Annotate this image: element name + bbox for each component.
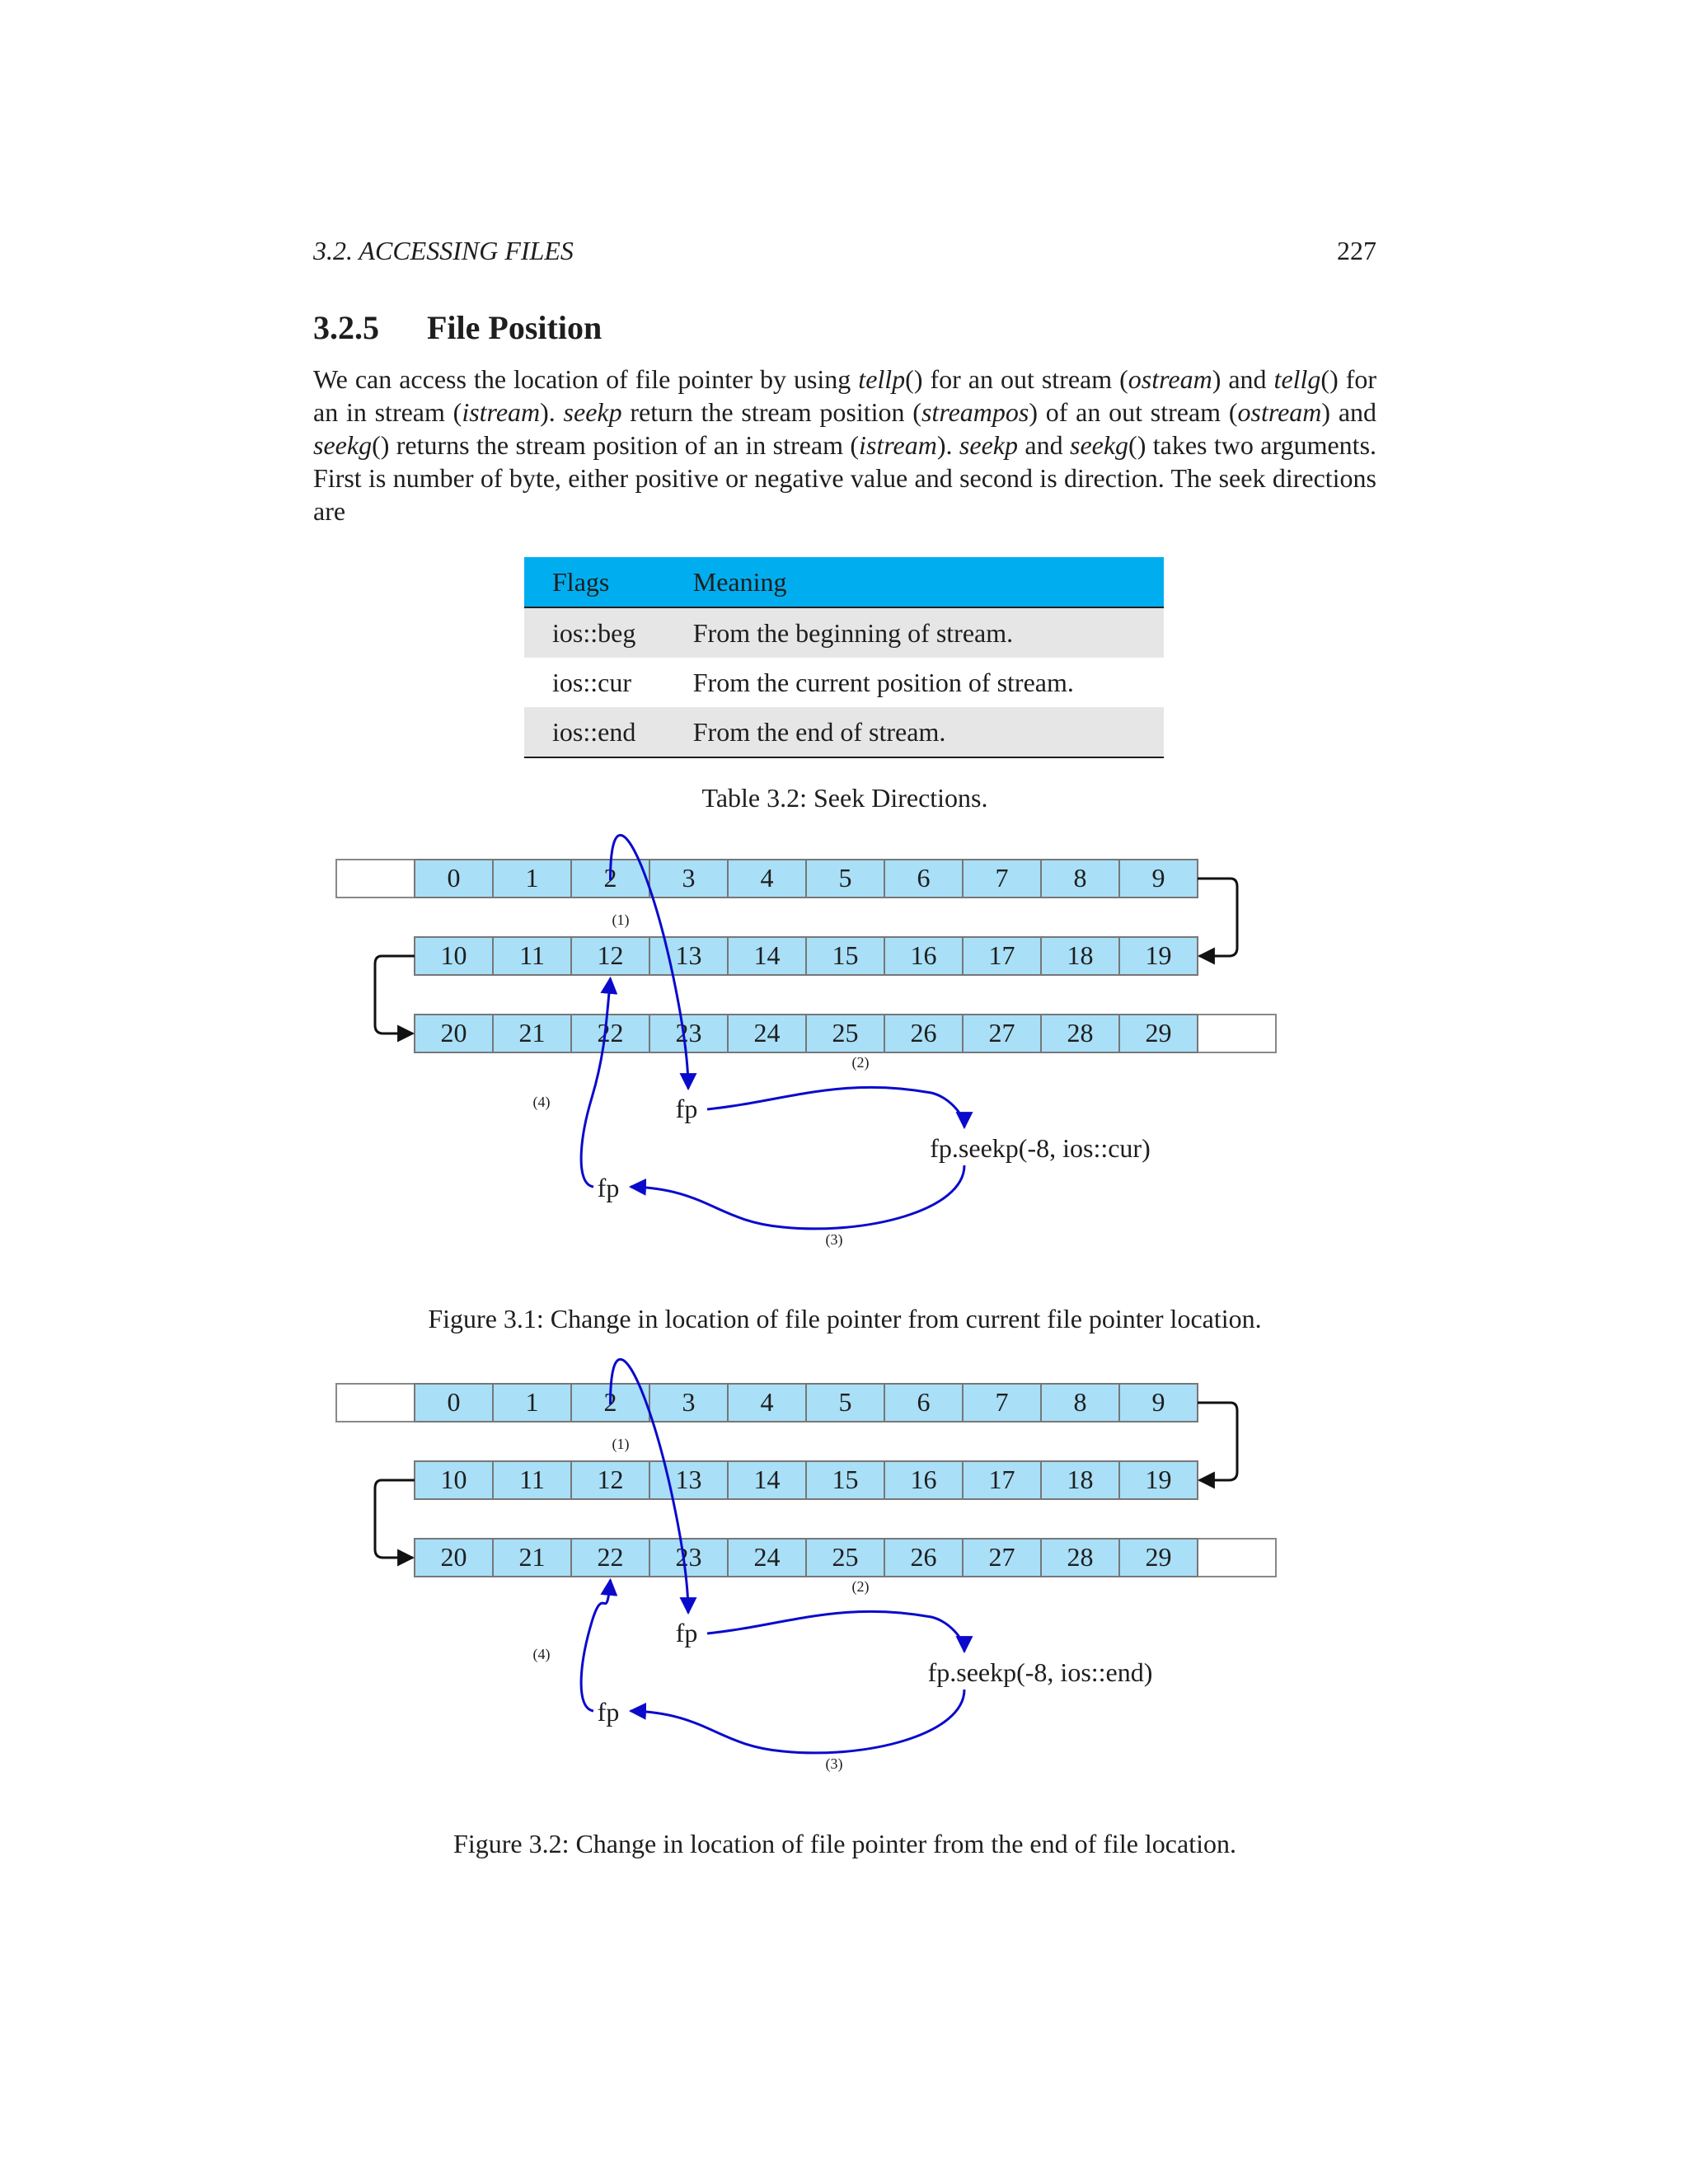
memory-diagram <box>330 1357 1302 1785</box>
paragraph-text: () returns the stream position of an in stream ( <box>372 430 860 460</box>
table-caption: Table 3.2: Seek Directions. <box>701 783 988 813</box>
step-label: (1) <box>612 912 630 928</box>
cell-label: 23 <box>675 1018 702 1047</box>
seek-directions-table <box>524 557 1164 758</box>
italic-term: seekp <box>563 397 622 427</box>
cell-label: 20 <box>440 1018 467 1047</box>
cell-label: 4 <box>760 1387 774 1417</box>
cell-label: 12 <box>597 940 624 970</box>
paragraph-text: () takes two arguments. First is number of byte, either positive or negative value and second is direction. The seek directions are <box>313 430 1377 526</box>
cell-label: 21 <box>518 1018 546 1047</box>
paragraph-text: and <box>1017 430 1070 460</box>
row-wrap-arrow <box>1198 879 1237 956</box>
cell-label: 0 <box>447 863 461 893</box>
cell-label: 16 <box>910 1465 937 1494</box>
paragraph-text: return the stream position ( <box>621 397 921 427</box>
cell-label: 1 <box>525 1387 539 1417</box>
cell-label: 24 <box>753 1018 781 1047</box>
pointer-arrow-3 <box>631 1165 964 1229</box>
paragraph-text: ) and <box>1321 397 1377 427</box>
cell-label: 29 <box>1145 1542 1172 1572</box>
figure-file-pointer-end <box>330 1357 1302 1785</box>
table-row <box>524 607 1164 658</box>
memory-diagram <box>330 832 1302 1261</box>
page-number: 227 <box>1337 236 1376 265</box>
cell-label: 19 <box>1145 940 1172 970</box>
pointer-arrow-4 <box>581 978 610 1187</box>
figure-caption: Figure 3.2: Change in location of file pointer from the end of file location. <box>453 1829 1236 1858</box>
pointer-arrow-3 <box>631 1690 964 1753</box>
row-wrap-arrow <box>1198 1403 1237 1480</box>
cell-label: 17 <box>988 940 1015 970</box>
cell-label: 15 <box>832 1465 859 1494</box>
italic-term: tellp <box>858 364 906 394</box>
fp-label: fp <box>675 1618 698 1647</box>
table-row <box>524 658 1164 707</box>
paragraph-text: ). <box>936 430 959 460</box>
cell-label: 11 <box>519 940 545 970</box>
cell-label: 28 <box>1067 1018 1094 1047</box>
cell-label: 23 <box>675 1542 702 1572</box>
cell-label: 21 <box>518 1542 546 1572</box>
pointer-arrow-2 <box>707 1087 964 1127</box>
cell-label: 27 <box>988 1018 1015 1047</box>
table-cell-meaning: From the end of stream. <box>660 707 1164 757</box>
paragraph-text: () for an in stream ( <box>313 364 1377 427</box>
italic-term: ostream <box>1128 364 1212 394</box>
empty-cell <box>336 860 415 898</box>
italic-term: seekg <box>313 430 373 460</box>
running-head-section: 3.2. ACCESSING FILES <box>313 236 574 265</box>
body-paragraph <box>313 363 1376 527</box>
step-label: (3) <box>825 1755 843 1772</box>
cell-label: 16 <box>910 940 937 970</box>
cell-label: 17 <box>988 1465 1015 1494</box>
cell-label: 27 <box>988 1542 1015 1572</box>
cell-label: 1 <box>525 863 539 893</box>
cell-label: 9 <box>1151 863 1165 893</box>
italic-term: istream <box>462 397 541 427</box>
cell-label: 25 <box>832 1018 859 1047</box>
cell-label: 8 <box>1073 863 1087 893</box>
pointer-arrow-2 <box>707 1611 964 1652</box>
cell-label: 12 <box>597 1465 624 1494</box>
table-cell-flag: ios::cur <box>552 667 631 697</box>
cell-label: 0 <box>447 1387 461 1417</box>
italic-term: streampos <box>921 397 1029 427</box>
cell-label: 7 <box>995 1387 1009 1417</box>
table-header-flags: Flags <box>524 557 660 607</box>
cell-label: 22 <box>597 1018 624 1047</box>
cell-label: 29 <box>1145 1018 1172 1047</box>
empty-cell <box>1198 1015 1276 1052</box>
cell-label: 2 <box>603 863 617 893</box>
italic-term: tellg <box>1273 364 1321 394</box>
section-number: 3.2.5 <box>313 309 379 346</box>
row-wrap-arrow <box>375 1480 415 1558</box>
paragraph-text: ) of an out stream ( <box>1029 397 1238 427</box>
cell-label: 10 <box>440 940 467 970</box>
row-wrap-arrow <box>375 956 415 1033</box>
cell-label: 24 <box>753 1542 781 1572</box>
section-heading: File Position <box>427 309 603 346</box>
step-label: (1) <box>612 1436 630 1452</box>
table-cell-meaning: From the current position of stream. <box>692 667 1074 697</box>
table-cell-meaning: From the beginning of stream. <box>660 607 1164 658</box>
empty-cell <box>336 1384 415 1422</box>
cell-label: 19 <box>1145 1465 1172 1494</box>
cell-label: 25 <box>832 1542 859 1572</box>
table-header-meaning: Meaning <box>660 557 1164 607</box>
cell-label: 9 <box>1151 1387 1165 1417</box>
cell-label: 5 <box>838 1387 852 1417</box>
cell-label: 6 <box>917 1387 931 1417</box>
cell-label: 3 <box>682 1387 696 1417</box>
cell-label: 18 <box>1067 1465 1094 1494</box>
cell-label: 20 <box>440 1542 467 1572</box>
cell-label: 15 <box>832 940 859 970</box>
empty-cell <box>1198 1539 1276 1577</box>
cell-label: 26 <box>910 1542 937 1572</box>
step-label: (3) <box>825 1231 843 1248</box>
cell-label: 11 <box>519 1465 545 1494</box>
running-head <box>313 236 1376 266</box>
paragraph-text: ) and <box>1212 364 1274 394</box>
paragraph-text: ). <box>540 397 564 427</box>
fp-label: fp <box>597 1173 620 1202</box>
fp-label: fp <box>597 1697 620 1727</box>
cell-label: 14 <box>753 1465 781 1494</box>
cell-label: 13 <box>675 940 702 970</box>
paragraph-text: () for an out stream ( <box>905 364 1128 394</box>
cell-label: 14 <box>753 940 781 970</box>
table-cell-flag: ios::beg <box>524 607 660 658</box>
paragraph-text: We can access the location of file pointer by using <box>313 364 859 394</box>
table-cell-flag: ios::end <box>524 707 660 757</box>
cell-label: 5 <box>838 863 852 893</box>
figure-file-pointer-cur <box>330 832 1302 1261</box>
cell-label: 28 <box>1067 1542 1094 1572</box>
seek-call-label: fp.seekp(-8, ios::end) <box>927 1657 1153 1687</box>
fp-label: fp <box>675 1094 698 1123</box>
cell-label: 4 <box>760 863 774 893</box>
section-title <box>313 308 602 347</box>
step-label: (4) <box>532 1646 551 1662</box>
step-label: (2) <box>851 1578 870 1595</box>
table-row <box>524 707 1164 757</box>
cell-label: 26 <box>910 1018 937 1047</box>
cell-label: 2 <box>603 1387 617 1417</box>
step-label: (2) <box>851 1054 870 1071</box>
cell-label: 22 <box>597 1542 624 1572</box>
cell-label: 8 <box>1073 1387 1087 1417</box>
italic-term: seekp <box>959 430 1018 460</box>
italic-term: seekg <box>1069 430 1129 460</box>
cell-label: 6 <box>917 863 931 893</box>
italic-term: istream <box>859 430 937 460</box>
cell-label: 7 <box>995 863 1009 893</box>
cell-label: 3 <box>682 863 696 893</box>
cell-label: 13 <box>675 1465 702 1494</box>
figure-caption: Figure 3.1: Change in location of file pointer from current file pointer location. <box>428 1304 1262 1333</box>
cell-label: 18 <box>1067 940 1094 970</box>
italic-term: ostream <box>1237 397 1322 427</box>
pointer-arrow-4 <box>581 1580 610 1711</box>
cell-label: 10 <box>440 1465 467 1494</box>
table-header-row <box>524 557 1164 607</box>
seek-call-label: fp.seekp(-8, ios::cur) <box>930 1133 1151 1163</box>
step-label: (4) <box>532 1094 551 1110</box>
